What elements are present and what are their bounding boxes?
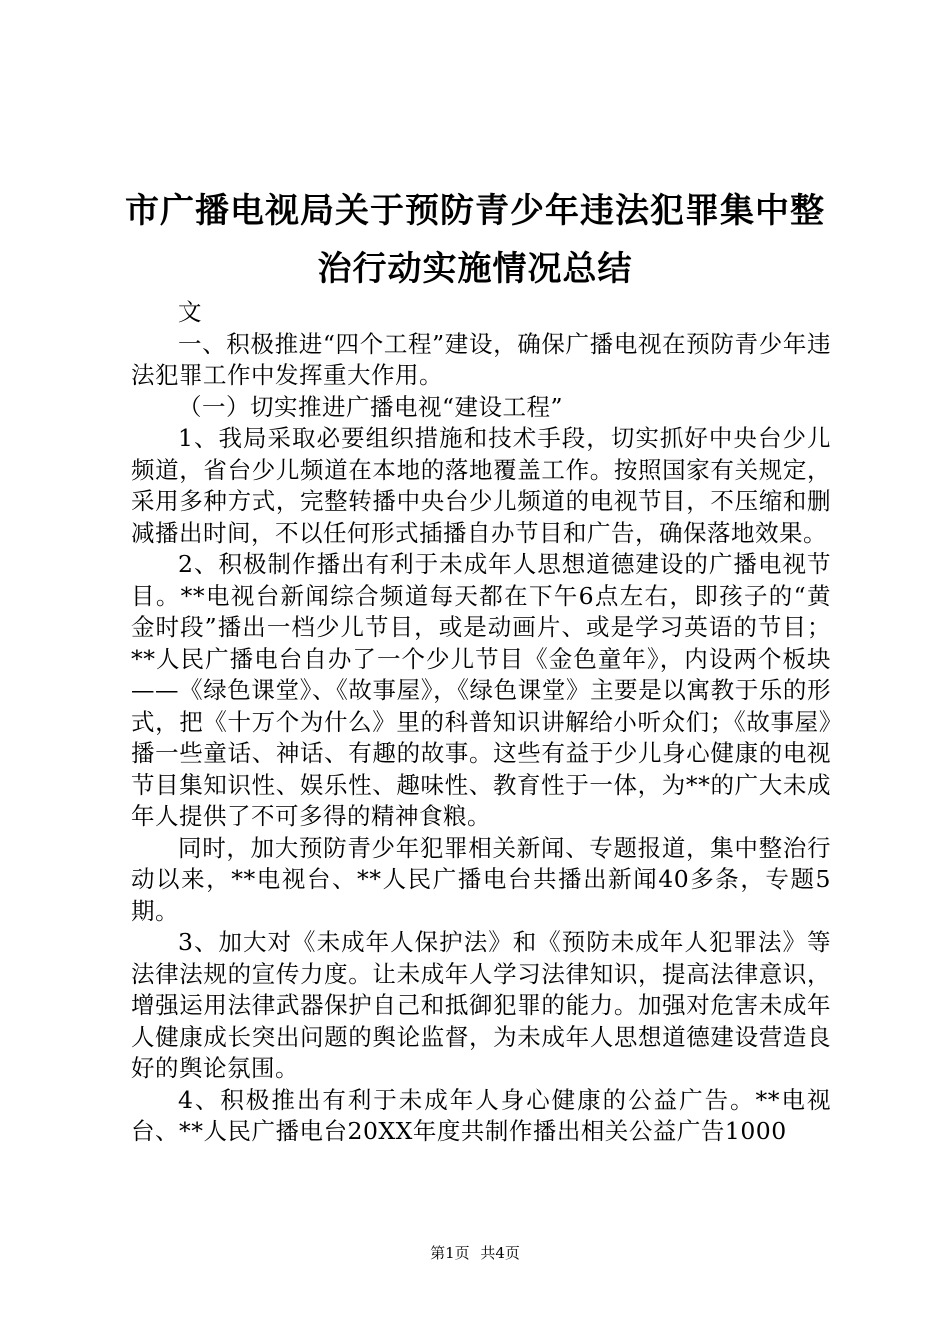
page-number-current: 第1页 [430,1244,470,1262]
paragraph-item-2: 2、积极制作播出有利于未成年人思想道德建设的广播电视节目。**电视台新闻综合频道每天都在下午6点左右，即孩子的“黄金时段”播出一档少儿节目，或是动画片、或是学习英语的节目；**人民广播电台自办了一个少儿节目《金色童年》，内设两个板块——《绿色课堂》、《故事屋》，《绿色课堂》主要是以寓教于乐的形式，把《十万个为什么》里的科普知识讲解给小听众们；《故事屋》播一些童话、神话、有趣的故事。这些有益于少儿身心健康的电视节目集知识性、娱乐性、趣味性、教育性于一体，为**的广大未成年人提供了不可多得的精神食粮。 [131,550,831,830]
paragraph-section-1-heading: 一、积极推进“四个工程”建设，确保广播电视在预防青少年违法犯罪工作中发挥重大作用。 [131,329,831,389]
document-title-line-2: 治行动实施情况总结 [317,249,633,289]
document-title-line-1: 市广播电视局关于预防青少年违法犯罪集中整 [125,191,825,231]
document-body [131,297,831,1148]
page-footer [0,1243,950,1263]
paragraph-wen: 文 [178,298,202,326]
page-number-total: 共4页 [480,1244,520,1262]
paragraph-subsection-1-heading: （一）切实推进广播电视“建设工程” [178,392,564,421]
paragraph-item-3: 3、加大对《未成年人保护法》和《预防未成年人犯罪法》等法律法规的宣传力度。让未成年人学习法律知识，提高法律意识，增强运用法律武器保护自己和抵御犯罪的能力。加强对危害未成年人健康成长突出问题的舆论监督，为未成年人思想道德建设营造良好的舆论氛围。 [131,928,831,1082]
paragraph-news-reports: 同时，加大预防青少年犯罪相关新闻、专题报道，集中整治行动以来，**电视台、**人民广播电台共播出新闻40多条，专题5期。 [131,833,831,925]
paragraph-item-4: 4、积极推出有利于未成年人身心健康的公益广告。**电视台、**人民广播电台20XX年度共制作播出相关公益广告1000 [131,1085,831,1145]
paragraph-item-1: 1、我局采取必要组织措施和技术手段，切实抓好中央台少儿频道，省台少儿频道在本地的落地覆盖工作。按照国家有关规定，采用多种方式，完整转播中央台少儿频道的电视节目，不压缩和删减播出时间，不以任何形式插播自办节目和广告，确保落地效果。 [131,424,831,547]
